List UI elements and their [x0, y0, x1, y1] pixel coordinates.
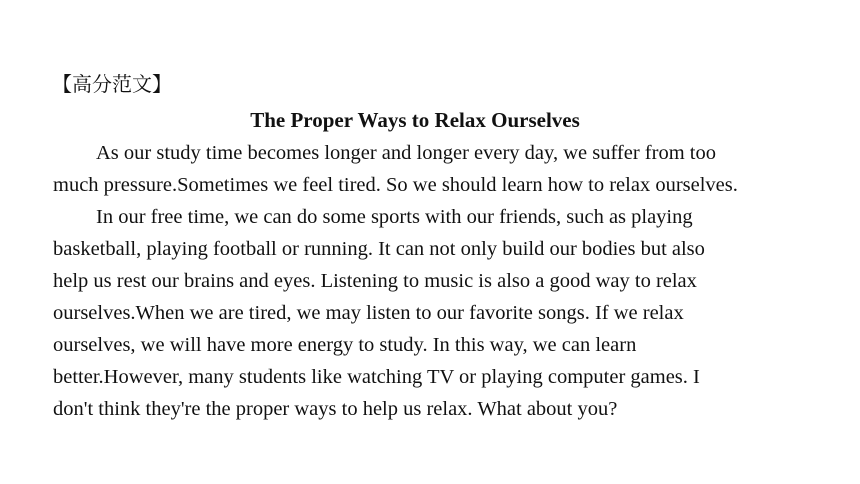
essay-line-6: ourselves.When we are tired, we may listen to our favorite songs. If we relax — [53, 302, 684, 324]
essay-line-2: much pressure.Sometimes we feel tired. So we should learn how to relax ourselves. — [53, 174, 738, 196]
essay-line-7: ourselves, we will have more energy to study. In this way, we can learn — [53, 334, 637, 356]
essay-line-8: better.However, many students like watching TV or playing computer games. I — [53, 366, 700, 388]
essay-line-4: basketball, playing football or running. It can not only build our bodies but also — [53, 238, 705, 260]
essay-line-5: help us rest our brains and eyes. Listening to music is also a good way to relax — [53, 270, 697, 292]
essay-line-9: don't think they're the proper ways to help us relax. What about you? — [53, 398, 618, 420]
essay-line-1: As our study time becomes longer and longer every day, we suffer from too — [96, 142, 716, 164]
section-heading: 【高分范文】 — [52, 72, 172, 96]
essay-title: The Proper Ways to Relax Ourselves — [250, 108, 580, 132]
essay-line-3: In our free time, we can do some sports with our friends, such as playing — [96, 206, 693, 228]
